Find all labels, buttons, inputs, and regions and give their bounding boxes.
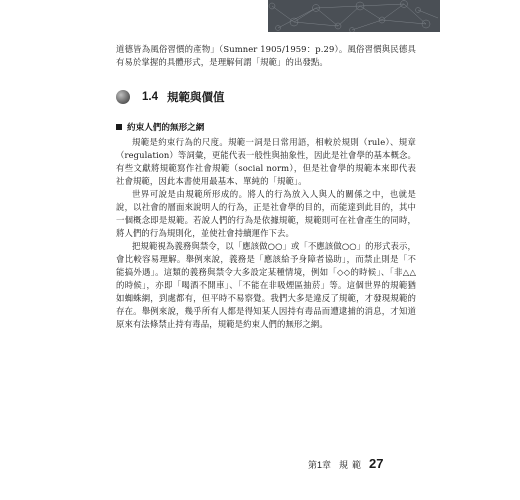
footer-chapter: 第1章 (308, 460, 332, 470)
body-paragraph: 把規範視為義務與禁令，以「應該做○○」或「不應該做○○」的形式表示，會比較容易理解。舉例來說，義務是「應該給予身障者協助」，而禁止則是「不能搞外遇」。這類的義務與禁令大多設定某種情境，例如「◇◇的時候」、「非△△的時候」，亦即「喝酒不開車」、「不能在非吸煙區抽菸」等。這個世界的規範猶如蜘蛛網，到處都有，但平時不易察覺。我們大多是違反了規範，才發現規範的存在。舉例來說，幾乎所有人都是得知某人因持有毒品而遭逮捕的消息，才知道原來有法條禁止持有毒品，規範是約束人們的無形之網。 (116, 241, 416, 329)
subsection-heading (116, 121, 416, 133)
page-footer (308, 456, 384, 471)
section-title: 規範與價值 (167, 92, 225, 104)
section-heading (116, 89, 416, 105)
section-number: 1.4 (142, 91, 158, 103)
square-bullet-icon (116, 124, 122, 130)
intro-paragraph: 道德皆為風俗習慣的產物」（Sumner 1905/1959：p.29）。風俗習慣與民德具有易於掌握的具體形式，是理解何謂「規範」的出發點。 (116, 44, 416, 67)
page-body (116, 43, 416, 331)
footer-chapter-title: 規範 (339, 460, 366, 470)
page-number: 27 (369, 456, 384, 471)
body-paragraph: 世界可說是由規範所形成的。將人的行為放入人與人的關係之中，也就是說，以社會的層面來說明人的行為，正是社會學的目的，而能達到此目的，其中一個概念即是規範。若說人們的行為是依據規範，規範則可在社會產生的同時，將人們的行為規則化，並使社會持續運作下去。 (116, 189, 416, 238)
network-pattern-icon (268, 0, 440, 32)
header-decoration (268, 0, 440, 32)
sphere-bullet-icon (116, 90, 130, 104)
subsection-title: 約束人們的無形之網 (127, 122, 205, 132)
body-paragraph: 規範是約束行為的尺度。規範一詞是日常用語，相較於規則（rule）、規章（regulation）等詞彙，更能代表一般性與抽象性，因此是社會學的基本概念。有些文獻將規範寫作社會規範（social norm），但是社會學的規範本來即代表社會規範，因此本書使用最基本、單純的「規範」。 (116, 137, 416, 186)
